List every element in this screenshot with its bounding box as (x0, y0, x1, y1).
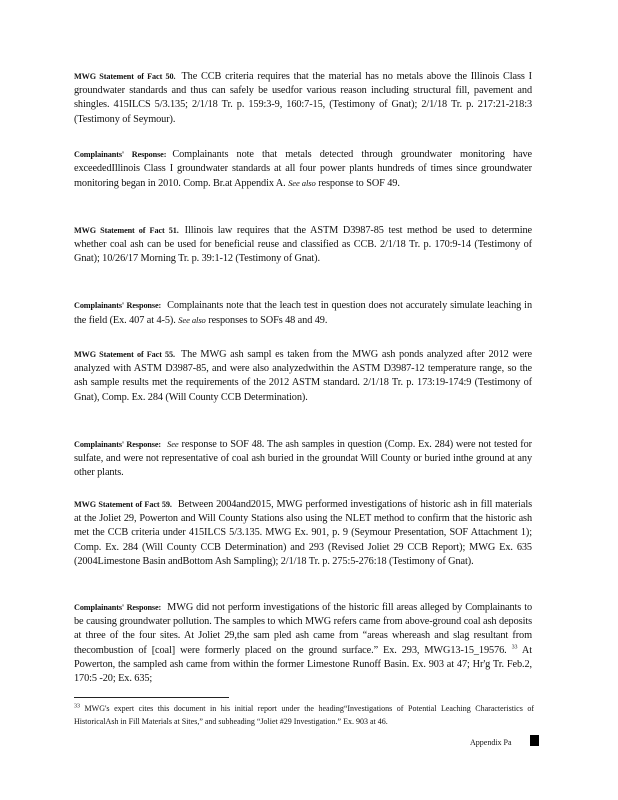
paragraph-text: Illinois law requires that the ASTM D3987-85 test method be used to determine whether coal ash can be used for beneficial reuse and classified as CCB. 2/1/18 Tr. p. 170:9-14 (Testimony of Gnat); 10/26/17 Morning Tr. p. 39:1-12 (Testimony of Gnat). (74, 225, 532, 265)
paragraph-label: Complainants' Response: (74, 440, 162, 449)
footnote (74, 702, 534, 728)
paragraph-label: Complainants' Response: (74, 301, 162, 310)
paragraph-tail: response to SOF 49. (318, 178, 400, 190)
footnote-reference: 33 (511, 644, 518, 651)
footnote-divider (74, 697, 229, 698)
paragraph-tail: responses to SOFs 48 and 49. (208, 315, 328, 327)
italic-cite: See (167, 439, 179, 449)
paragraph-response-51 (74, 299, 532, 328)
paragraph-mwg-sof-59 (74, 498, 532, 569)
paragraph-tail: At Powerton, the sampled ash came from within the former Limestone Runoff Basin. Ex. 903 at 47; Hr'g Tr. Feb.2, 170:5 -20; Ex. 635; (74, 644, 533, 685)
paragraph-label: MWG Statement of Fact 59. (74, 500, 172, 509)
paragraph-label: MWG Statement of Fact 50. (74, 72, 176, 81)
footnote-number: 33 (74, 703, 80, 710)
paragraph-response-59 (74, 601, 532, 686)
paragraph-text: MWG did not perform investigations of the historic fill areas alleged by Complainants to be causing groundwater pollution. The samples to which MWG refers came from above-ground coal ash deposits at three of the four sites. At Joliet 29,the sam pled ash came from “areas whereash and slag resultant from thecombustion of [coal] were formerly placed on the ground surface.” Ex. 293, MWG13-15_19576. (74, 602, 533, 656)
paragraph-text: The CCB criteria requires that the material has no metals above the Illinois Class I groundwater standards and thus can safely be usedfor various reason including structural fill, pavement and shingles. 415ILCS 5/3.135; 2/1/18 Tr. p. 159:3-9, 160:7-15, (Testimony of Gnat); 2/1/18 Tr. p. 217:21-218:3 (Testimony of Seymour). (74, 71, 532, 125)
paragraph-mwg-sof-51 (74, 224, 532, 267)
page-number-redaction-block (530, 735, 539, 746)
paragraph-text: response to SOF 48. The ash samples in question (Comp. Ex. 284) were not tested for sulfate, and were not representative of coal ash buried in the groundat Will County or buried inthe ground at any other plants. (74, 439, 532, 479)
paragraph-text: Complainants note that the leach test in question does not accurately simulate leaching in the field (Ex. 407 at 4-5). (74, 300, 532, 327)
paragraph-label: MWG Statement of Fact 51. (74, 226, 179, 235)
italic-cite: See also (288, 178, 316, 189)
paragraph-label: Complainants' Response: (74, 603, 162, 612)
paragraph-label: MWG Statement of Fact 55. (74, 350, 175, 359)
paragraph-response-55 (74, 437, 532, 481)
paragraph-text: Between 2004and2015, MWG performed investigations of historic ash in fill materials at the Joliet 29, Powerton and Will County Stations also using the NLET method to confirm that the historic ash met the CCB criteria under 415ILCS 5/3.135. MWG Ex. 901, p. 9 (Seymour Presentation, SOF Attachment 1); Comp. Ex. 284 (Will County CCB Determination) and 293 (Revised Joliet 29 CCB Report); MWG Ex. 635 (2004Limestone Basin andBottom Ash Sampling); 2/1/18 Tr. p. 275:5-276:18 (Testimony of Gnat). (74, 499, 533, 567)
footnote-text: MWG's expert cites this document in his initial report under the heading“Investigations of Potential Leaching Characteristics of HistoricalAsh in Fill Materials at Sites,” and subheading “Joliet #29 Investigation.” Ex. 903 at 46. (74, 704, 535, 726)
paragraph-label: Complainants' Response: (74, 150, 167, 159)
paragraph-response-50 (74, 148, 532, 192)
paragraph-mwg-sof-55 (74, 348, 532, 405)
paragraph-mwg-sof-50 (74, 70, 532, 127)
italic-cite: See also (178, 315, 206, 326)
page-footer-label: Appendix Pa (470, 738, 512, 747)
paragraph-text: The MWG ash sampl es taken from the MWG ash ponds analyzed after 2012 were analyzed with ASTM D3987-85, and were also analyzedwithin the ASTM D3987-12 temperature range, so the ash sample results met the requirements of the 2012 ASTM standard. 2/1/18 Tr. p. 173:19-174:9 (Testimony of Gnat), Comp. Ex. 284 (Will County CCB Determination). (74, 349, 533, 403)
paragraph-text: Complainants note that metals detected through groundwater monitoring have exceededIllinois Class I groundwater standards at all four power plants hundreds of times since groundwater monitoring began in 2010. Comp. Br.at Appendix A. (74, 149, 533, 190)
